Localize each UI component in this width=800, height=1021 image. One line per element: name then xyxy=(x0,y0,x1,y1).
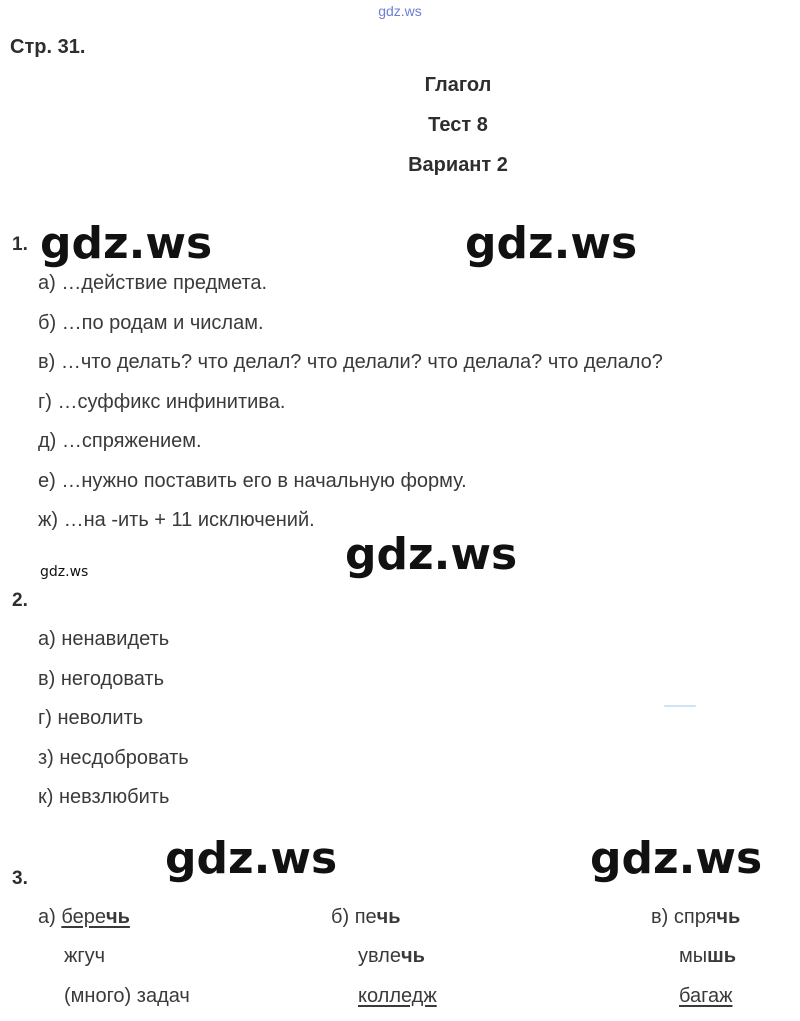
watermark-big: gdz.ws xyxy=(590,833,763,884)
watermark-big: gdz.ws xyxy=(40,218,213,269)
col-a-label: а) xyxy=(38,906,56,928)
topic-heading: Глагол xyxy=(424,74,492,96)
task-2-number: 2. xyxy=(12,590,28,611)
task-3-col-b-row xyxy=(331,906,401,929)
task-2-item: в) негодовать xyxy=(38,668,165,690)
page-reference: Стр. 31. xyxy=(10,36,86,58)
task-1-item: ж) …на -ить + 11 исключений. xyxy=(38,509,315,531)
task-3-col-c-row xyxy=(651,906,740,929)
watermark-big: gdz.ws xyxy=(165,833,338,884)
watermark-big: gdz.ws xyxy=(465,218,638,269)
task-2-item: а) ненавидеть xyxy=(38,628,170,650)
task-1-item: б) …по родам и числам. xyxy=(38,312,264,334)
task-3-col-a-row: (много) задач xyxy=(64,985,190,1007)
task-3-col-b-row: колледж xyxy=(358,985,437,1007)
task-1-item: д) …спряжением. xyxy=(38,430,202,452)
task-3-col-b-row: увлечь xyxy=(358,945,425,967)
watermark-small: gdz.ws xyxy=(40,564,89,580)
task-3-col-c-row: багаж xyxy=(679,985,733,1007)
word-pech: печь xyxy=(354,906,401,928)
task-2-item: г) неволить xyxy=(38,707,144,729)
test-heading: Тест 8 xyxy=(428,114,488,136)
word-spryach: спрячь xyxy=(673,906,741,928)
task-1-item: г) …суффикс инфинитива. xyxy=(38,391,286,413)
watermark-big: gdz.ws xyxy=(345,529,518,580)
task-1-item: а) …действие предмета. xyxy=(38,272,268,294)
task-2-item: к) невзлюбить xyxy=(38,786,170,808)
col-c-label: в) xyxy=(651,906,669,928)
task-1-number: 1. xyxy=(12,234,28,255)
task-2-item: з) несдобровать xyxy=(38,747,189,769)
col-b-label: б) xyxy=(331,906,350,928)
task-3-col-a-row xyxy=(38,906,130,929)
watermark-top: gdz.ws xyxy=(378,3,422,19)
task-3-col-a-row: жгуч xyxy=(64,945,106,967)
variant-heading: Вариант 2 xyxy=(408,154,508,176)
task-1-item: е) …нужно поставить его в начальную форму. xyxy=(38,470,467,492)
task-3-number: 3. xyxy=(12,868,28,889)
stray-mark xyxy=(664,705,696,707)
task-1-item: в) …что делать? что делал? что делали? что делала? что делало? xyxy=(38,351,663,373)
task-3-col-c-row: мышь xyxy=(679,945,737,967)
word-berech: беречь xyxy=(61,906,130,928)
